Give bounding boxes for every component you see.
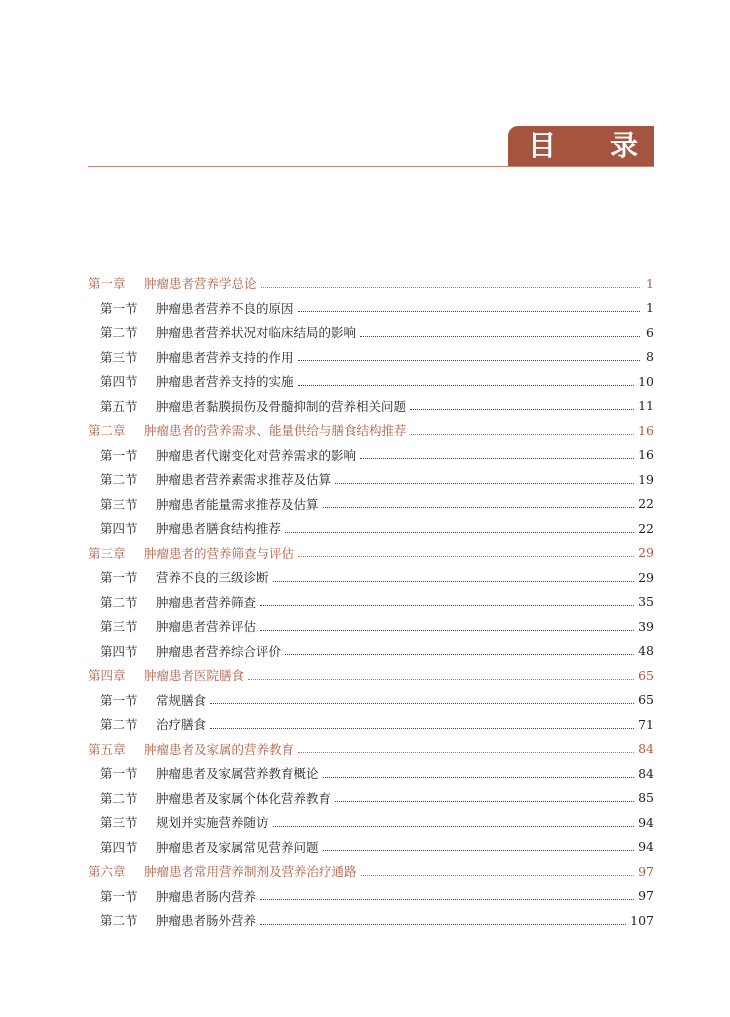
page-number: 65: [638, 692, 654, 708]
section-number: 第二节: [100, 913, 138, 929]
dot-leader: [323, 850, 635, 851]
toc-section-entry[interactable]: [88, 761, 654, 786]
toc-section-entry[interactable]: [88, 516, 654, 541]
dot-leader: [361, 875, 635, 876]
chapter-number: 第四章: [88, 668, 126, 684]
page-number: 6: [646, 324, 654, 340]
toc-section-entry[interactable]: [88, 614, 654, 639]
page-number: 22: [638, 496, 654, 512]
section-title: 规划并实施营养随访: [156, 815, 269, 831]
dot-leader: [260, 899, 634, 900]
section-number: 第四节: [100, 643, 138, 659]
dot-leader: [210, 728, 634, 729]
section-title: 肿瘤患者及家属常见营养问题: [156, 839, 319, 855]
chapter-title: 肿瘤患者的营养需求、能量供给与膳食结构推荐: [144, 423, 407, 439]
toc-section-entry[interactable]: [88, 467, 654, 492]
page-number: 11: [638, 398, 654, 414]
page-number: 94: [638, 839, 654, 855]
section-number: 第四节: [100, 374, 138, 390]
section-number: 第一节: [100, 888, 138, 904]
dot-leader: [285, 532, 634, 533]
section-title: 肿瘤患者营养支持的实施: [156, 374, 294, 390]
dot-leader: [298, 385, 635, 386]
toc-section-entry[interactable]: [88, 320, 654, 345]
page-number: 1: [646, 275, 654, 291]
section-title: 肿瘤患者代谢变化对营养需求的影响: [156, 447, 357, 463]
section-title: 常规膳食: [156, 692, 207, 708]
page-number: 71: [638, 716, 654, 732]
section-title: 肿瘤患者及家属个体化营养教育: [156, 790, 332, 806]
toc-chapter-entry[interactable]: [88, 737, 654, 762]
page-number: 19: [638, 471, 654, 487]
section-number: 第一节: [100, 692, 138, 708]
dot-leader: [411, 434, 635, 435]
section-number: 第二节: [100, 790, 138, 806]
dot-leader: [260, 924, 626, 925]
chapter-title: 肿瘤患者营养学总论: [144, 276, 257, 292]
toc-section-entry[interactable]: [88, 590, 654, 615]
page-number: 35: [638, 594, 654, 610]
chapter-title: 肿瘤患者常用营养制剂及营养治疗通路: [144, 864, 357, 880]
chapter-number: 第二章: [88, 423, 126, 439]
dot-leader: [260, 605, 634, 606]
section-title: 肿瘤患者肠内营养: [156, 888, 257, 904]
section-number: 第一节: [100, 300, 138, 316]
section-number: 第五节: [100, 398, 138, 414]
section-number: 第二节: [100, 717, 138, 733]
chapter-number: 第五章: [88, 741, 126, 757]
chapter-title: 肿瘤患者医院膳食: [144, 668, 245, 684]
page-number: 22: [638, 520, 654, 536]
toc-section-entry[interactable]: [88, 296, 654, 321]
page-number: 8: [646, 349, 654, 365]
toc-chapter-entry[interactable]: [88, 271, 654, 296]
toc-section-entry[interactable]: [88, 639, 654, 664]
page-number: 16: [638, 447, 654, 463]
section-number: 第三节: [100, 619, 138, 635]
toc-section-entry[interactable]: [88, 835, 654, 860]
section-number: 第一节: [100, 447, 138, 463]
toc-section-entry[interactable]: [88, 786, 654, 811]
page-number: 1: [646, 300, 654, 316]
toc-section-entry[interactable]: [88, 908, 654, 933]
section-title: 肿瘤患者营养综合评价: [156, 643, 282, 659]
dot-leader: [248, 679, 634, 680]
section-title: 肿瘤患者营养筛查: [156, 594, 257, 610]
toc-section-entry[interactable]: [88, 369, 654, 394]
page-number: 107: [630, 912, 654, 928]
page-number: 39: [638, 618, 654, 634]
page-number: 16: [638, 422, 654, 438]
section-title: 肿瘤患者及家属营养教育概论: [156, 766, 319, 782]
dot-leader: [261, 287, 640, 288]
toc-section-entry[interactable]: [88, 810, 654, 835]
section-number: 第一节: [100, 570, 138, 586]
page-number: 10: [638, 373, 654, 389]
table-of-contents: [88, 271, 654, 933]
section-title: 治疗膳食: [156, 717, 207, 733]
dot-leader: [410, 409, 634, 410]
section-number: 第四节: [100, 521, 138, 537]
toc-section-entry[interactable]: [88, 565, 654, 590]
toc-chapter-entry[interactable]: [88, 663, 654, 688]
toc-chapter-entry[interactable]: [88, 859, 654, 884]
toc-chapter-entry[interactable]: [88, 418, 654, 443]
section-title: 肿瘤患者营养评估: [156, 619, 257, 635]
toc-section-entry[interactable]: [88, 884, 654, 909]
dot-leader: [360, 336, 640, 337]
section-title: 肿瘤患者黏膜损伤及骨髓抑制的营养相关问题: [156, 398, 407, 414]
dot-leader: [298, 752, 634, 753]
page-number: 29: [638, 545, 654, 561]
page-number: 97: [638, 888, 654, 904]
dot-leader: [360, 458, 634, 459]
toc-section-entry[interactable]: [88, 712, 654, 737]
header-rule: [88, 166, 654, 167]
dot-leader: [273, 581, 635, 582]
dot-leader: [210, 703, 634, 704]
toc-title-char-2: 录: [609, 129, 638, 162]
section-title: 肿瘤患者营养状况对临床结局的影响: [156, 325, 357, 341]
chapter-title: 肿瘤患者的营养筛查与评估: [144, 545, 295, 561]
section-number: 第三节: [100, 496, 138, 512]
dot-leader: [298, 556, 634, 557]
dot-leader: [260, 630, 634, 631]
toc-section-entry[interactable]: [88, 688, 654, 713]
section-title: 肿瘤患者能量需求推荐及估算: [156, 496, 319, 512]
toc-title-char-1: 目: [528, 129, 557, 162]
dot-leader: [335, 801, 634, 802]
section-number: 第三节: [100, 349, 138, 365]
toc-title-banner: [508, 126, 654, 166]
toc-section-entry[interactable]: [88, 345, 654, 370]
section-title: 肿瘤患者营养素需求推荐及估算: [156, 472, 332, 488]
dot-leader: [298, 360, 640, 361]
section-title: 营养不良的三级诊断: [156, 570, 269, 586]
page-number: 29: [638, 569, 654, 585]
section-number: 第四节: [100, 839, 138, 855]
toc-section-entry[interactable]: [88, 492, 654, 517]
dot-leader: [298, 311, 640, 312]
chapter-number: 第一章: [88, 276, 126, 292]
page-number: 85: [638, 790, 654, 806]
page-number: 48: [638, 643, 654, 659]
section-title: 肿瘤患者肠外营养: [156, 913, 257, 929]
page-number: 97: [638, 863, 654, 879]
page-number: 84: [638, 741, 654, 757]
section-title: 肿瘤患者营养支持的作用: [156, 349, 294, 365]
chapter-title: 肿瘤患者及家属的营养教育: [144, 741, 295, 757]
section-title: 肿瘤患者膳食结构推荐: [156, 521, 282, 537]
section-number: 第二节: [100, 472, 138, 488]
section-title: 肿瘤患者营养不良的原因: [156, 300, 294, 316]
dot-leader: [335, 483, 634, 484]
section-number: 第一节: [100, 766, 138, 782]
toc-section-entry[interactable]: [88, 394, 654, 419]
page-number: 65: [638, 667, 654, 683]
chapter-number: 第三章: [88, 545, 126, 561]
dot-leader: [285, 654, 634, 655]
dot-leader: [273, 826, 635, 827]
section-number: 第二节: [100, 325, 138, 341]
dot-leader: [323, 777, 635, 778]
section-number: 第三节: [100, 815, 138, 831]
chapter-number: 第六章: [88, 864, 126, 880]
toc-section-entry[interactable]: [88, 443, 654, 468]
page-number: 94: [638, 814, 654, 830]
toc-chapter-entry[interactable]: [88, 541, 654, 566]
page-number: 84: [638, 765, 654, 781]
section-number: 第二节: [100, 594, 138, 610]
dot-leader: [323, 507, 635, 508]
